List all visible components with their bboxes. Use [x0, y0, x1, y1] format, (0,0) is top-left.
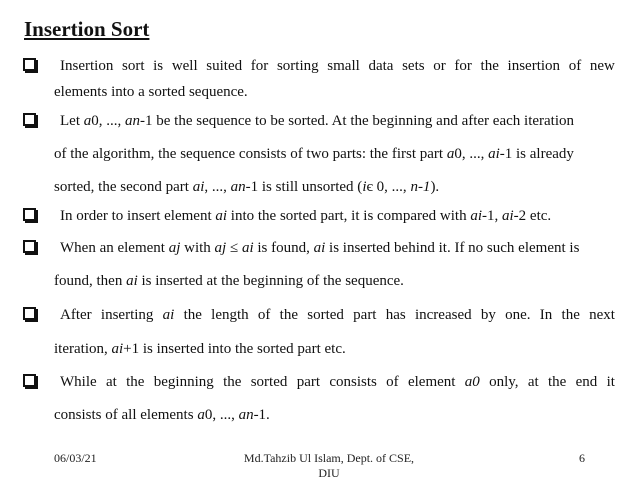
bullet-4-line-1: When an element aj with aj ≤ ai is found, ai is inserted behind it. If no such element is [60, 240, 580, 256]
footer-author [229, 451, 429, 481]
footer-page-number: 6 [579, 451, 585, 465]
bullet-6-line-1: While at the beginning the sorted part consists of element a0 only, at the end it [60, 374, 615, 390]
footer-author-line-1: Md.Tahzib Ul Islam, Dept. of CSE, [243, 451, 415, 465]
bullet-3-line-1: In order to insert element ai into the sorted part, it is compared with ai-1, ai-2 etc. [60, 208, 552, 224]
bullet-2-line-2: of the algorithm, the sequence consists of two parts: the first part a0, ..., ai-1 is already [54, 146, 574, 162]
bullet-6-line-2: consists of all elements a0, ..., an-1. [54, 407, 270, 423]
bullet-checkbox-icon [23, 307, 36, 320]
footer-author-line-2: DIU [318, 466, 340, 480]
bullet-checkbox-icon [23, 374, 36, 387]
bullet-checkbox-icon [23, 240, 36, 253]
bullet-5-line-2: iteration, ai+1 is inserted into the sorted part etc. [54, 341, 346, 357]
bullet-1-line-2: elements into a sorted sequence. [54, 84, 248, 100]
bullet-2-line-3: sorted, the second part ai, ..., an-1 is still unsorted (iє 0, ..., n-1). [54, 179, 440, 195]
bullet-2-line-1: Let a0, ..., an-1 be the sequence to be sorted. At the beginning and after each iteration [60, 113, 575, 129]
bullet-1-line-1: Insertion sort is well suited for sorting small data sets or for the insertion of new [60, 58, 615, 74]
bullet-checkbox-icon [23, 208, 36, 221]
bullet-5-line-1: After inserting ai the length of the sorted part has increased by one. In the next [60, 307, 615, 323]
bullet-checkbox-icon [23, 58, 36, 71]
bullet-checkbox-icon [23, 113, 36, 126]
slide-title: Insertion Sort [24, 17, 150, 41]
footer-date: 06/03/21 [54, 451, 97, 465]
bullet-4-line-2: found, then ai is inserted at the beginning of the sequence. [54, 273, 404, 289]
